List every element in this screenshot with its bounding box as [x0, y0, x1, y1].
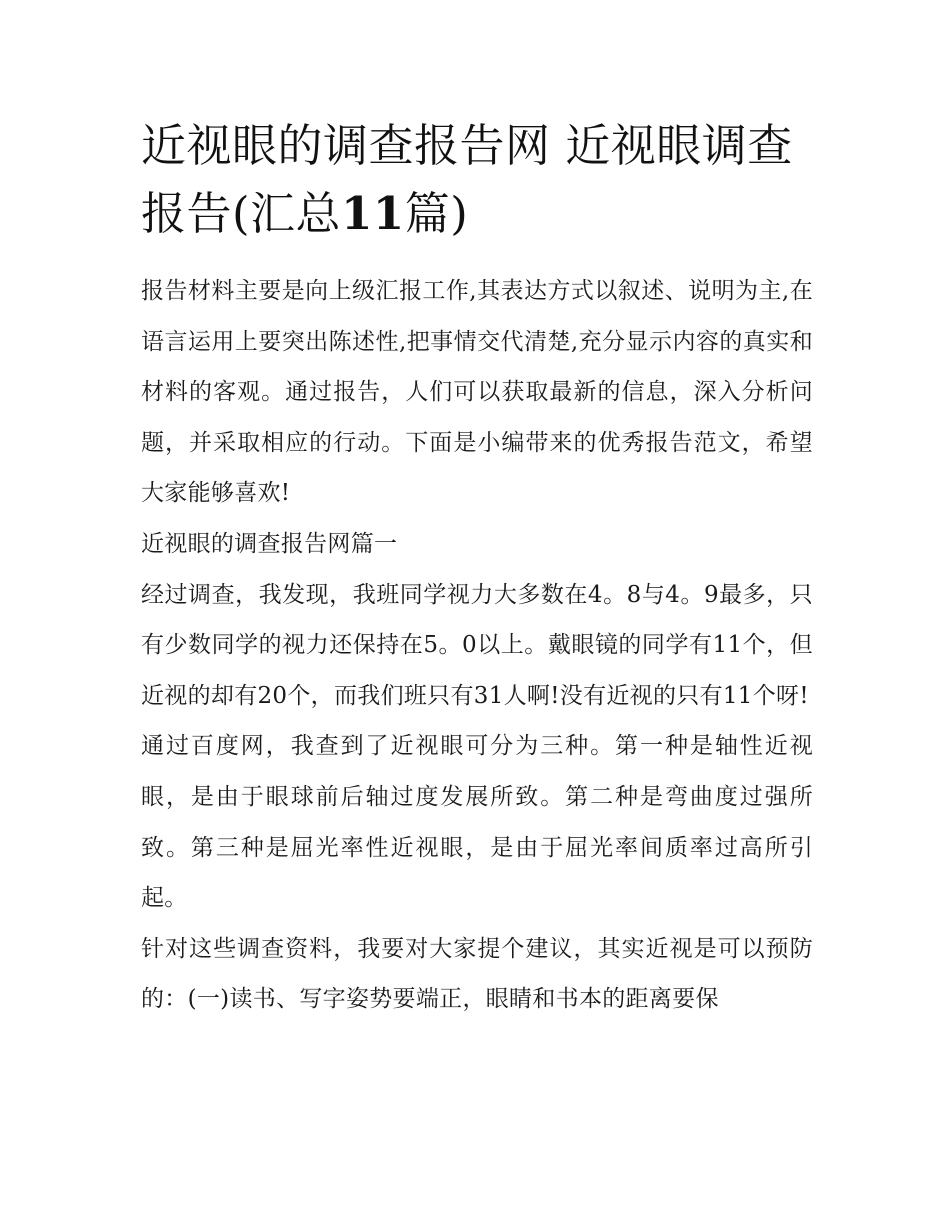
body-paragraph-suggestions: 针对这些调查资料，我要对大家提个建议，其实近视是可以预防的：(一)读书、写字姿势要端正，眼睛和书本的距离要保	[141, 935, 813, 1013]
intro-paragraph: 报告材料主要是向上级汇报工作,其表达方式以叙述、说明为主,在语言运用上要突出陈述性,把事情交代清楚,充分显示内容的真实和材料的客观。通过报告，人们可以获取最新的信息，深入分析问题，并采取相应的行动。下面是小编带来的优秀报告范文，希望大家能够喜欢!	[141, 278, 813, 507]
document-title	[141, 112, 813, 248]
body-paragraph-survey-results: 经过调查，我发现，我班同学视力大多数在4。8与4。9最多，只有少数同学的视力还保持在5。0以上。戴眼镜的同学有11个，但近视的却有20个，而我们班只有31人啊!没有近视的只有11个呀!	[141, 581, 813, 709]
title-count: 11	[341, 187, 405, 240]
body-paragraph-myopia-types: 通过百度网，我查到了近视眼可分为三种。第一种是轴性近视眼，是由于眼球前后轴过度发展所致。第二种是弯曲度过强所致。第三种是屈光率性近视眼，是由于屈光率间质率过高所引起。	[141, 733, 813, 912]
section-heading: 近视眼的调查报告网篇一	[141, 530, 398, 557]
title-text-part2: 篇)	[404, 187, 469, 240]
document-page	[141, 112, 813, 1025]
title-text-part1: 近视眼的调查报告网 近视眼调查报告(汇总	[141, 119, 793, 240]
